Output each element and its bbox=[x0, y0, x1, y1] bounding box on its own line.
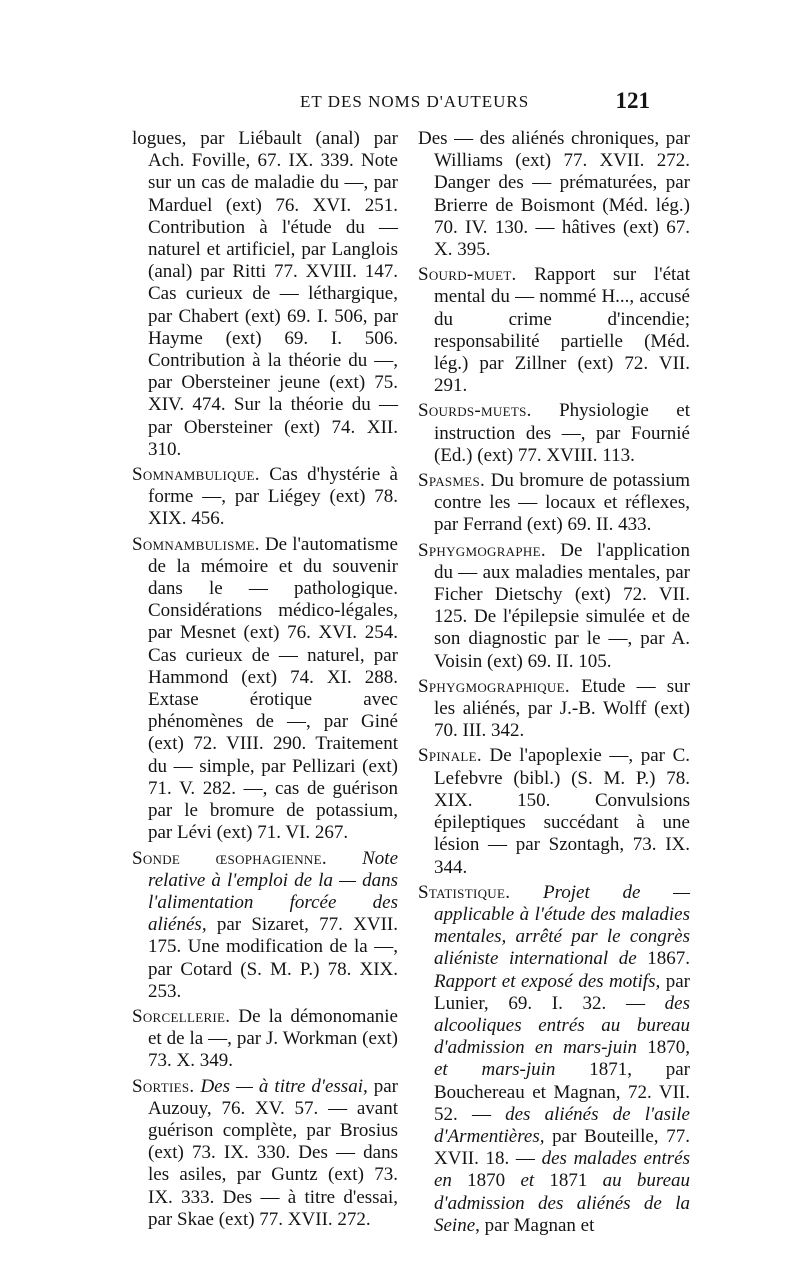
headword: Sourds-muets. bbox=[418, 400, 532, 422]
entry-text: Des — des aliénés chroniques, par Williams (ext) 77. XVII. 272. Danger des — prématurées, par Brierre de Boismont (Méd. lég.) 70. IV. 130. — hâtives (ext) 67. X. 395. bbox=[418, 128, 690, 261]
index-entry-spinale bbox=[418, 745, 690, 878]
entry-text: logues, par Liébault (anal) par Ach. Foville, 67. IX. 339. Note sur un cas de maladie du —, par Marduel (ext) 76. XVI. 251. Contribution à l'étude du — naturel et artificiel, par Langlois (anal) par Ritti 77. XVIII. 147. Cas curieux de — léthargique, par Chabert (ext) 69. I. 506, par Hayme (ext) 69. I. 506. Contribution à la théorie du —, par Obersteiner jeune (ext) 75. XIV. 474. Sur la théorie du — par Obersteiner (ext) 74. XII. 310. bbox=[132, 128, 398, 460]
entry-italic-text: des aliénés de l'asile d'Armentières, bbox=[434, 1103, 690, 1147]
headword: Sonde œsophagienne. bbox=[132, 847, 327, 869]
entry-text: Physiologie et instruction des —, par Fournié (Ed.) (ext) 77. XVIII. 113. bbox=[434, 400, 690, 466]
entry-italic-text: Rapport et exposé des motifs, bbox=[434, 970, 661, 992]
entry-text: 1870 bbox=[451, 1170, 521, 1192]
index-entry-sorcellerie bbox=[132, 1006, 398, 1073]
entry-text: par Auzouy, 76. XV. 57. — avant guérison complète, par Brosius (ext) 73. IX. 330. Des — dans les asiles, par Guntz (ext) 73. IX. 333. Des — à titre d'essai, par Skae (ext) 77. XVII. 272. bbox=[148, 1075, 398, 1230]
entry-italic-text: au bureau d'admission des aliénés de la Seine bbox=[434, 1170, 691, 1236]
headword: Sourd-muet. bbox=[418, 264, 517, 286]
index-entry-sphygmographique bbox=[418, 676, 690, 743]
entry-text: par Bouteille, 77. XVII. 18. — bbox=[434, 1125, 690, 1170]
index-entry-spasmes bbox=[418, 470, 690, 537]
headword: Somnambulique. bbox=[132, 464, 260, 486]
entry-text: par Sizaret, 77. XVII. 175. Une modification de la —, par Cotard (S. M. P.) 78. XIX. 253. bbox=[148, 914, 398, 1002]
left-column bbox=[132, 128, 398, 1234]
right-column bbox=[418, 128, 690, 1240]
headword: Sorties. bbox=[132, 1075, 195, 1097]
entry-text: Etude — sur les aliénés, par J.-B. Wolff (ext) 70. III. 342. bbox=[434, 675, 690, 742]
headword: Spasmes. bbox=[418, 470, 486, 492]
entry-italic-text: des alcooliques entrés au bureau d'admission en mars-juin bbox=[434, 992, 690, 1059]
headword: Sphygmographique. bbox=[418, 675, 570, 697]
headword: Sphygmographe. bbox=[418, 539, 546, 561]
entry-text: De l'application du — aux maladies mentales, par Ficher Dietschy (ext) 72. VII. 125. De l'épilepsie simulée et de son diagnostic par le —, par A. Voisin (ext) 69. II. 105. bbox=[434, 539, 690, 672]
entry-italic-text: et bbox=[520, 1170, 535, 1192]
index-entry-somnambulisme bbox=[132, 534, 398, 845]
entry-italic-text: Des — à titre d'essai, bbox=[194, 1075, 368, 1097]
entry-text: 1871, par Bouchereau et Magnan, 72. VII. 52. — bbox=[434, 1059, 690, 1125]
entry-text: 1867. bbox=[647, 948, 690, 970]
entry-italic-text: et mars-juin bbox=[434, 1059, 556, 1081]
entry-text: De la démonomanie et de la —, par J. Workman (ext) 73. X. 349. bbox=[148, 1005, 398, 1072]
headword: Somnambulisme. bbox=[132, 533, 260, 555]
entry-text: 1870, bbox=[636, 1037, 690, 1059]
entry-text: 1871 bbox=[534, 1170, 603, 1192]
headword: Sorcellerie. bbox=[132, 1005, 231, 1027]
index-entry-somnambulique bbox=[132, 464, 398, 531]
index-entry-sphygmographe bbox=[418, 540, 690, 673]
entry-text: , par Magnan et bbox=[475, 1214, 595, 1236]
entry-italic-text: des malades entrés en bbox=[434, 1148, 690, 1192]
running-head: ET DES NOMS D'AUTEURS bbox=[300, 92, 530, 111]
index-entry-sonde-oesophagienne bbox=[132, 848, 398, 1003]
headword: Statistique. bbox=[418, 881, 511, 903]
entry-italic-text: Projet de — applicable à l'étude des maladies mentales, arrêté par le congrès aliéniste international de bbox=[434, 881, 690, 970]
continuation-entry bbox=[132, 128, 398, 461]
entry-text: Cas d'hystérie à forme —, par Liégey (ext) 78. XIX. 456. bbox=[148, 464, 398, 530]
continuation-entry bbox=[418, 128, 690, 261]
index-entry-sourd-muet bbox=[418, 264, 690, 397]
entry-text: par Lunier, 69. I. 32. — bbox=[434, 970, 690, 1014]
index-entry-statistique bbox=[418, 882, 690, 1237]
entry-text: De l'apoplexie —, par C. Lefebvre (bibl.) (S. M. P.) 78. XIX. 150. Convulsions épileptiques succédant à une lésion — par Szontagh, 73. IX. 344. bbox=[434, 745, 690, 878]
entry-text: Du bromure de potassium contre les — locaux et réflexes, par Ferrand (ext) 69. II. 433. bbox=[434, 470, 690, 536]
entry-text: Rapport sur l'état mental du — nommé H..., accusé du crime d'incendie; responsabilité partielle (Méd. lég.) par Zillner (ext) 72. VII. 291. bbox=[434, 264, 690, 397]
headword: Spinale. bbox=[418, 745, 482, 767]
index-entry-sorties bbox=[132, 1076, 398, 1231]
page-number: 121 bbox=[615, 88, 650, 113]
entry-italic-text: Note relative à l'emploi de la — dans l'alimentation forcée des aliénés, bbox=[148, 847, 399, 936]
entry-text: De l'automatisme de la mémoire et du souvenir dans le — pathologique. Considérations médico-légales, par Mesnet (ext) 76. XVI. 254. Cas curieux de — naturel, par Hammond (ext) 74. XI. 288. Extase érotique avec phénomènes de —, par Giné (ext) 72. VIII. 290. Traitement du — simple, par Pellizari (ext) 71. V. 282. —, cas de guérison par le bromure de potassium, par Lévi (ext) 71. VI. 267. bbox=[148, 533, 398, 844]
index-entry-sourds-muets bbox=[418, 400, 690, 467]
